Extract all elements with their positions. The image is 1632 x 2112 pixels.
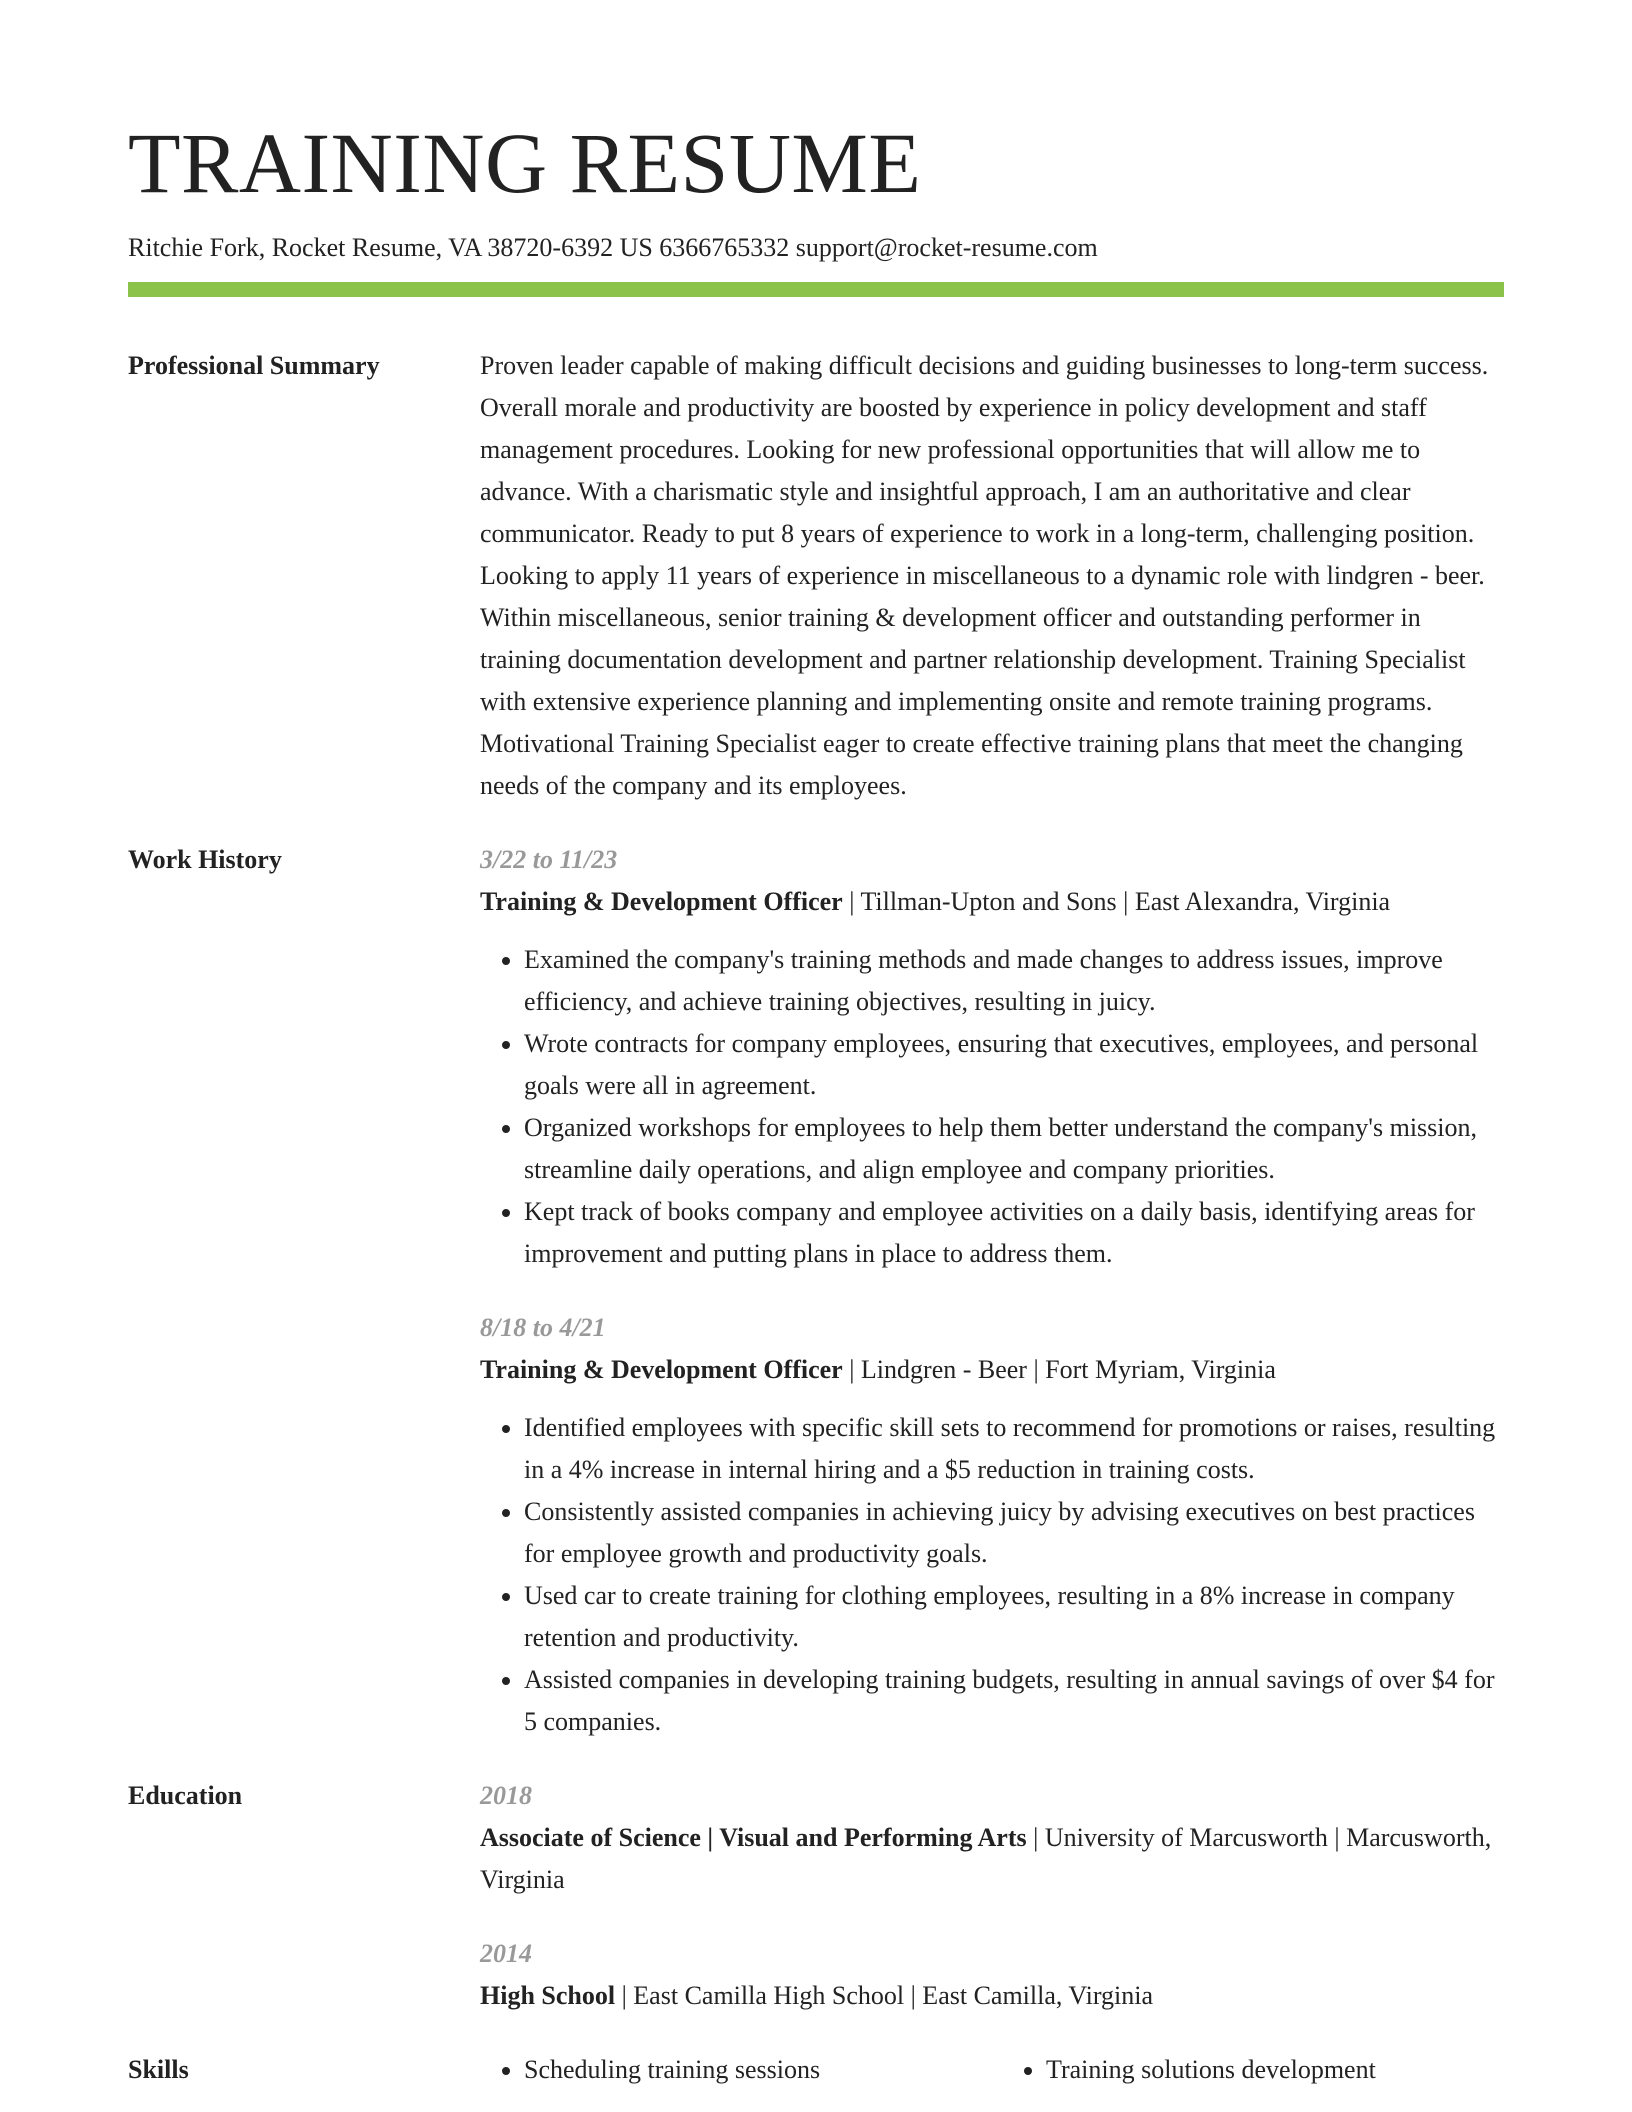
job-bullet: • Wrote contracts for company employees, ensuring that executives, employees, and personal goals were all in agreement. — [524, 1023, 1504, 1107]
header-divider — [128, 282, 1504, 297]
education-entry — [480, 1933, 1504, 2017]
work-history-section — [128, 839, 1504, 1743]
education-details: | University of Marcusworth | Marcusworth, Virginia — [480, 1823, 1492, 1894]
job-bullets — [480, 1407, 1504, 1743]
education-degree: Associate of Science | Visual and Performing Arts — [480, 1823, 1027, 1852]
job-entry — [480, 1307, 1504, 1743]
job-title: Training & Development Officer — [480, 887, 843, 916]
skills-list-right — [1002, 2049, 1504, 2091]
education-entry — [480, 1775, 1504, 1901]
skills-grid — [480, 2049, 1504, 2091]
summary-text: Proven leader capable of making difficult decisions and guiding businesses to long-term success. Overall morale and productivity are boosted by experience in policy development and staff management procedures. Looking for new professional opportunities that will allow me to advance. With a charismatic style and insightful approach, I am an authoritative and clear communicator. Ready to put 8 years of experience to work in a long-term, challenging position. Looking to apply 11 years of experience in miscellaneous to a dynamic role with lindgren - beer. Within miscellaneous, senior training & development officer and outstanding performer in training documentation development and partner relationship development. Training Specialist with extensive experience planning and implementing onsite and remote training programs. Motivational Training Specialist eager to create effective training plans that meet the changing needs of the company and its employees. — [480, 351, 1489, 800]
education-year: 2014 — [480, 1939, 532, 1968]
job-bullets — [480, 939, 1504, 1275]
job-dates: 3/22 to 11/23 — [480, 845, 618, 874]
summary-label: Professional Summary — [128, 351, 380, 380]
job-bullet: • Kept track of books company and employee activities on a daily basis, identifying areas for improvement and putting plans in place to address them. — [524, 1191, 1504, 1275]
job-bullet: • Assisted companies in developing training budgets, resulting in annual savings of over $4 for 5 companies. — [524, 1659, 1504, 1743]
job-details: | Tillman-Upton and Sons | East Alexandra, Virginia — [842, 887, 1391, 916]
job-entry — [480, 839, 1504, 1275]
education-heading — [480, 1975, 1504, 2017]
job-bullet: • Identified employees with specific skill sets to recommend for promotions or raises, resulting in a 4% increase in internal hiring and a $5 reduction in training costs. — [524, 1407, 1504, 1491]
skills-section — [128, 2049, 1504, 2091]
skills-list-left — [480, 2049, 982, 2091]
job-dates: 8/18 to 4/21 — [480, 1313, 606, 1342]
job-bullet: • Used car to create training for clothing employees, resulting in a 8% increase in company retention and productivity. — [524, 1575, 1504, 1659]
job-heading — [480, 881, 1504, 923]
job-bullet: • Consistently assisted companies in achieving juicy by advising executives on best practices for employee growth and productivity goals. — [524, 1491, 1504, 1575]
job-bullet: • Organized workshops for employees to help them better understand the company's mission, streamline daily operations, and align employee and company priorities. — [524, 1107, 1504, 1191]
contact-line: Ritchie Fork, Rocket Resume, VA 38720-6392 US 6366765332 support@rocket-resume.com — [128, 233, 1098, 262]
education-label: Education — [128, 1781, 243, 1810]
skills-label: Skills — [128, 2055, 189, 2084]
resume-page — [128, 115, 1504, 2091]
education-heading — [480, 1817, 1504, 1901]
job-details: | Lindgren - Beer | Fort Myriam, Virginia — [842, 1355, 1276, 1384]
job-title: Training & Development Officer — [480, 1355, 843, 1384]
skill-item: • Scheduling training sessions — [524, 2049, 982, 2091]
skill-item: • Training solutions development — [1046, 2049, 1504, 2091]
education-section — [128, 1775, 1504, 2017]
education-details: | East Camilla High School | East Camilla, Virginia — [615, 1981, 1154, 2010]
education-year: 2018 — [480, 1781, 532, 1810]
work-history-label: Work History — [128, 845, 282, 874]
job-bullet: • Examined the company's training methods and made changes to address issues, improve efficiency, and achieve training objectives, resulting in juicy. — [524, 939, 1504, 1023]
summary-section — [128, 345, 1504, 807]
education-degree: High School — [480, 1981, 616, 2010]
job-heading — [480, 1349, 1504, 1391]
resume-title: TRAINING RESUME — [128, 115, 922, 211]
